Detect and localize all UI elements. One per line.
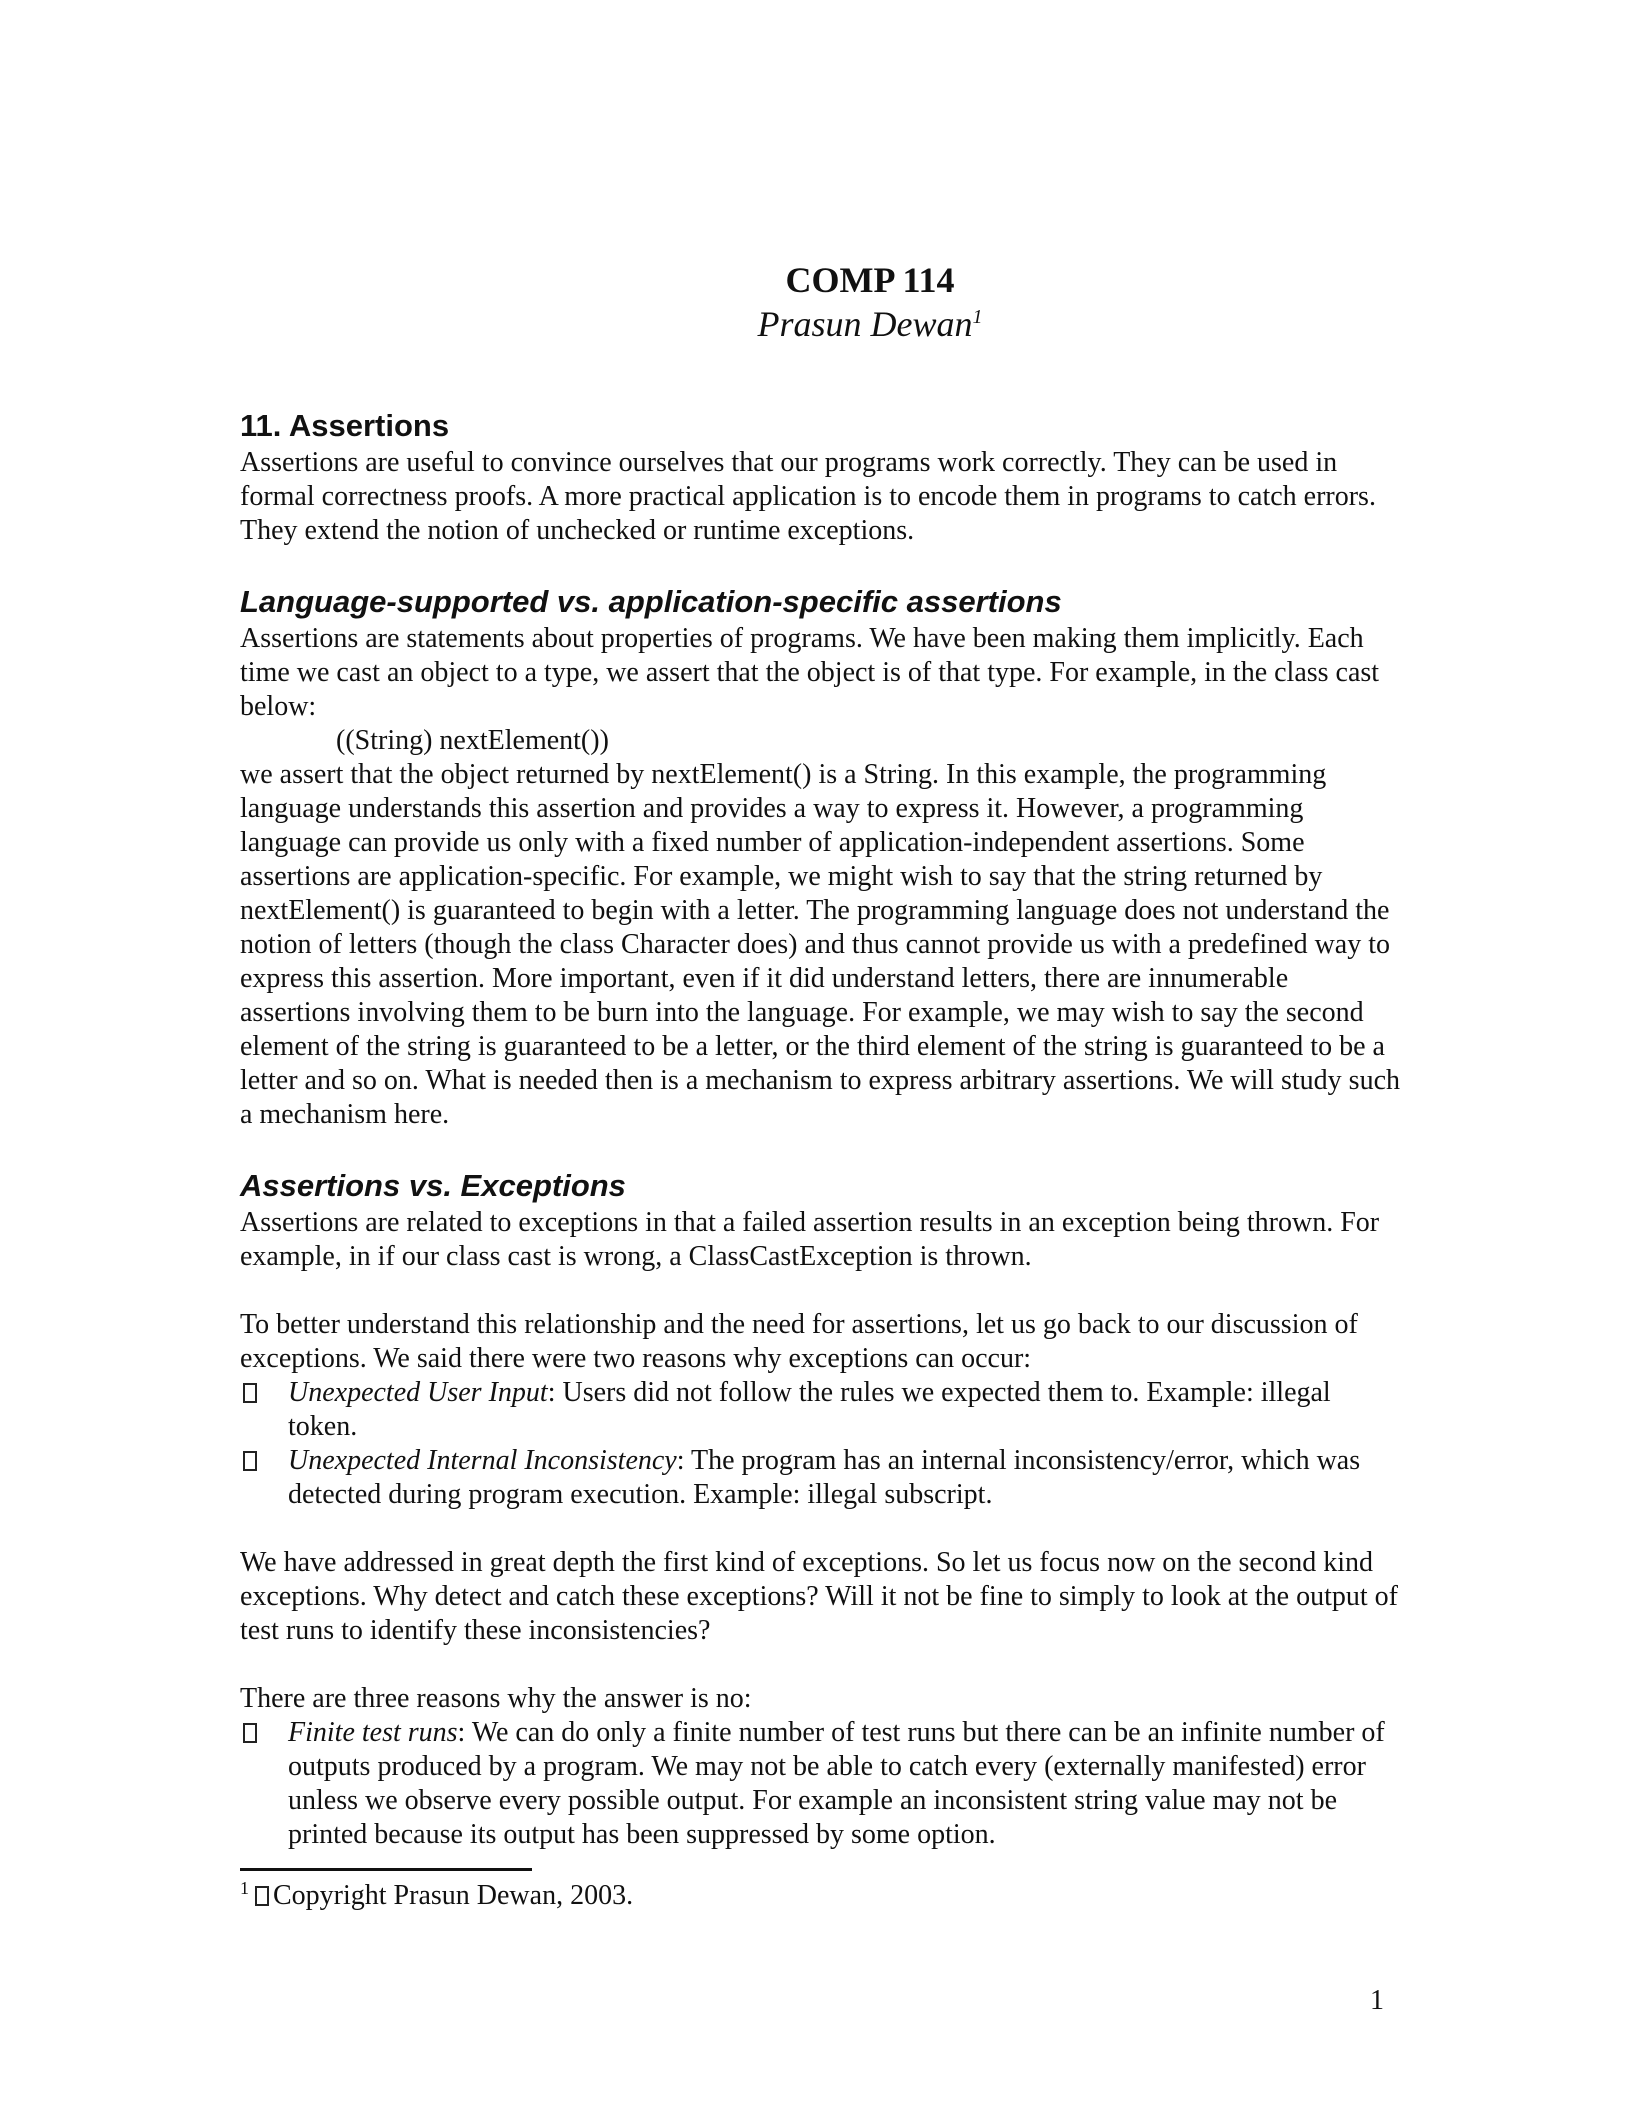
exceptions-paragraph-1: Assertions are related to exceptions in that a failed assertion results in an exception being thrown. For example, in if our class cast is wrong, a ClassCastException is thrown. xyxy=(240,1207,1380,1272)
section-heading-language: Language-supported vs. application-specific assertions xyxy=(240,584,1062,619)
page-number: 1 xyxy=(1370,1985,1384,2016)
exception-reasons-list xyxy=(240,1376,1400,1512)
document-author xyxy=(240,302,1400,346)
footnote-text: Copyright Prasun Dewan, 2003. xyxy=(273,1880,634,1911)
section-heading-assertions: 11. Assertions xyxy=(240,408,450,443)
list-item-text: : The program has an internal inconsistency/error, which was detected during program execution. Example: illegal subscript. xyxy=(288,1445,1361,1510)
language-body: we assert that the object returned by nextElement() is a String. In this example, the programming language understands this assertion and provides a way to express it. However, a programming language can provide us only with a fixed number of application-independent assertions. Some assertions are application-specific. For example, we might wish to say that the string returned by nextElement() is guaranteed to begin with a letter. The programming language does not understand the notion of letters (though the class Character does) and thus cannot provide us with a predefined way to express this assertion. More important, even if it did understand letters, there are innumerable assertions involving them to be burn into the language. For example, we may wish to say the second element of the string is guaranteed to be a letter, or the third element of the string is guaranteed to be a letter and so on. What is needed then is a mechanism to express arbitrary assertions. We will study such a mechanism here. xyxy=(240,759,1400,1130)
author-name: Prasun Dewan xyxy=(757,304,973,344)
list-item-text: : We can do only a finite number of test runs but there can be an infinite number of outputs produced by a program. We may not be able to catch every (externally manifested) error unless we observe every possible output. For example an inconsistent string value may not be printed because its output has been suppressed by some option. xyxy=(288,1717,1385,1850)
list-item-term: Unexpected Internal Inconsistency xyxy=(288,1445,677,1476)
code-snippet: ((String) nextElement()) xyxy=(336,725,609,756)
author-footnote-mark: 1 xyxy=(972,306,983,328)
footnote-divider xyxy=(240,1868,532,1871)
list-item xyxy=(240,1444,1400,1512)
document-title: COMP 114 xyxy=(785,260,955,300)
assertions-paragraph: Assertions are useful to convince ourselves that our programs work correctly. They can be used in formal correctness proofs. A more practical application is to encode them in programs to catch errors. They extend the notion of unchecked or runtime exceptions. xyxy=(240,447,1376,546)
footnote-mark: 1 xyxy=(240,1877,249,1898)
footnote xyxy=(240,1879,1400,1913)
list-item-term: Finite test runs xyxy=(288,1717,458,1748)
bullet-box-icon xyxy=(243,1451,257,1471)
list-item xyxy=(240,1376,1400,1444)
exceptions-paragraph-4: There are three reasons why the answer is no: xyxy=(240,1683,752,1714)
exceptions-paragraph-2: To better understand this relationship and the need for assertions, let us go back to our discussion of exceptions. We said there were two reasons why exceptions can occur: xyxy=(240,1309,1358,1374)
answer-reasons-list xyxy=(240,1716,1400,1852)
exceptions-paragraph-3: We have addressed in great depth the first kind of exceptions. So let us focus now on the second kind exceptions. Why detect and catch these exceptions? Will it not be fine to simply to look at the output of test runs to identify these inconsistencies? xyxy=(240,1547,1398,1646)
section-heading-exceptions: Assertions vs. Exceptions xyxy=(240,1168,626,1203)
list-item xyxy=(240,1716,1400,1852)
bullet-box-icon xyxy=(243,1383,257,1403)
list-item-term: Unexpected User Input xyxy=(288,1377,548,1408)
bullet-box-icon xyxy=(243,1723,257,1743)
language-intro: Assertions are statements about properties of programs. We have been making them implicitly. Each time we cast an object to a type, we assert that the object is of that type. For example, in the class cast below: xyxy=(240,623,1380,722)
list-item-text: : Users did not follow the rules we expected them to. Example: illegal token. xyxy=(288,1377,1331,1442)
copyright-box-icon xyxy=(255,1886,269,1906)
document-page xyxy=(240,258,1400,1913)
